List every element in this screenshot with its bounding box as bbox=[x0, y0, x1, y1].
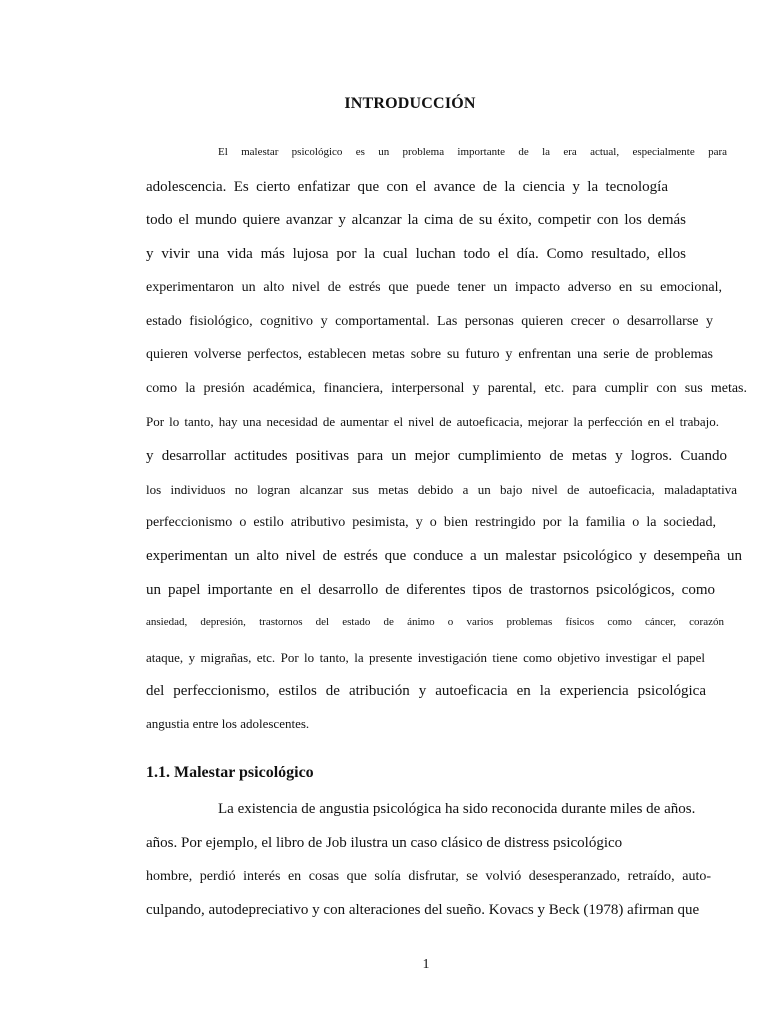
paragraph-line: del perfeccionismo, estilos de atribución y autoeficacia en la experiencia psicológica bbox=[146, 683, 706, 699]
page-number: 1 bbox=[422, 957, 430, 972]
paragraph-line: como la presión académica, financiera, interpersonal y parental, etc. para cumplir con sus metas. bbox=[146, 381, 747, 396]
paragraph-line: años. Por ejemplo, el libro de Job ilustra un caso clásico de distress psicológico bbox=[146, 835, 623, 851]
paragraph-line: perfeccionismo o estilo atributivo pesimista, y o bien restringido por la familia o la sociedad, bbox=[146, 515, 716, 530]
section-heading: 1.1. Malestar psicológico bbox=[146, 764, 314, 781]
paragraph-line: angustia entre los adolescentes. bbox=[146, 716, 310, 731]
paragraph-line: Por lo tanto, hay una necesidad de aumentar el nivel de autoeficacia, mejorar la perfección en el trabajo. bbox=[146, 414, 719, 429]
paragraph-line: y desarrollar actitudes positivas para un mejor cumplimiento de metas y logros. Cuando bbox=[146, 448, 727, 464]
paragraph-line: El malestar psicológico es un problema importante de la era actual, especialmente para bbox=[218, 146, 727, 158]
paragraph-line: hombre, perdió interés en cosas que solía disfrutar, se volvió desesperanzado, retraído, auto- bbox=[146, 869, 711, 884]
paragraph-line: quieren volverse perfectos, establecen metas sobre su futuro y enfrentan una serie de problemas bbox=[146, 347, 713, 362]
paragraph-line: un papel importante en el desarrollo de diferentes tipos de trastornos psicológicos, como bbox=[146, 582, 715, 598]
paragraph-line: ataque, y migrañas, etc. Por lo tanto, la presente investigación tiene como objetivo investigar el papel bbox=[146, 650, 705, 665]
paragraph-line: experimentan un alto nivel de estrés que conduce a un malestar psicológico y desempeña un bbox=[146, 548, 742, 564]
paragraph-line: La existencia de angustia psicológica ha sido reconocida durante miles de años. bbox=[218, 801, 696, 817]
paragraph-line: los individuos no logran alcanzar sus metas debido a un bajo nivel de autoeficacia, maladaptativa bbox=[146, 482, 737, 497]
paragraph-line: estado fisiológico, cognitivo y comportamental. Las personas quieren crecer o desarrollarse y bbox=[146, 314, 713, 329]
paragraph-line: adolescencia. Es cierto enfatizar que con el avance de la ciencia y la tecnología bbox=[146, 179, 668, 195]
paragraph-line: todo el mundo quiere avanzar y alcanzar la cima de su éxito, competir con los demás bbox=[146, 212, 686, 228]
paragraph-line: ansiedad, depresión, trastornos del estado de ánimo o varios problemas físicos como cáncer, corazón bbox=[146, 616, 724, 628]
page-title: INTRODUCCIÓN bbox=[344, 95, 476, 112]
paragraph-line: experimentaron un alto nivel de estrés que puede tener un impacto adverso en su emocional, bbox=[146, 280, 722, 295]
paragraph-line: y vivir una vida más lujosa por la cual luchan todo el día. Como resultado, ellos bbox=[146, 246, 686, 262]
paragraph-line: culpando, autodepreciativo y con alteraciones del sueño. Kovacs y Beck (1978) afirman que bbox=[146, 902, 700, 918]
